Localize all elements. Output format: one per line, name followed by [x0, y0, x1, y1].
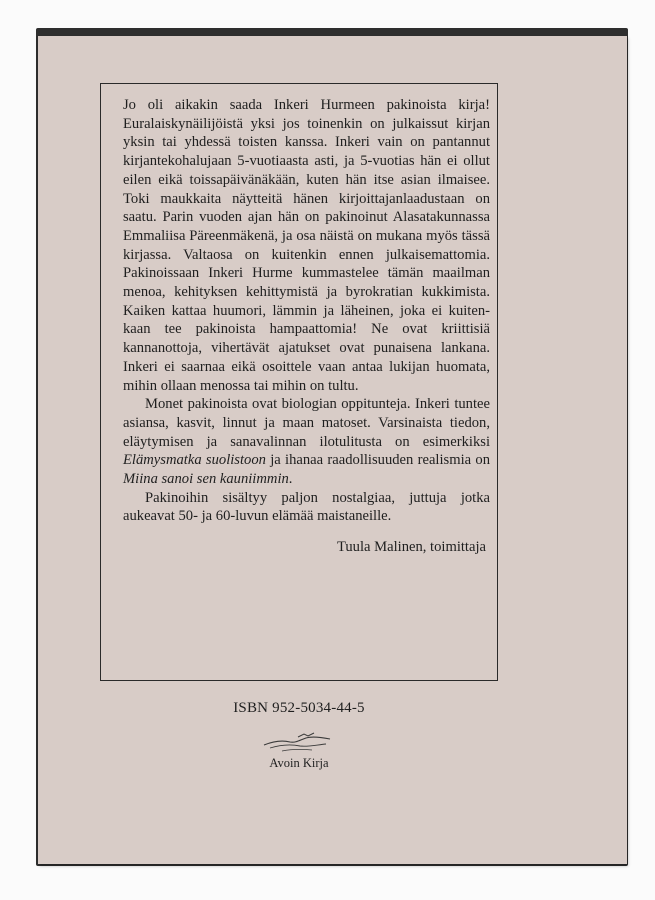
publisher-name: Avoin Kirja — [269, 756, 329, 770]
editor-signature: Tuula Malinen, toimittaja — [336, 539, 486, 556]
blurb-paragraph-3: Pakinoihin sisältyy paljon nostalgiaa, juttuja jotka aukeavat 50- ja 60-luvun elämää maistaneille. — [123, 489, 490, 525]
blurb-paragraph-2-start: Monet pakinoista ovat biologian oppitunteja. Inkeri tuntee asiansa, kasvit, linnut ja maan matoset. Varsinaista tiedon, eläytymisen ja sanavalinnan ilotulitusta on esimerkiksi — [123, 396, 490, 450]
blurb-paragraph-2 — [123, 395, 490, 489]
blurb-paragraph-2-end: . — [288, 471, 293, 488]
blurb-text — [123, 96, 490, 557]
wave-bird-logo-icon — [260, 728, 338, 754]
story-title-miina: Miina sanoi sen kauniimmin — [123, 471, 289, 488]
blurb-paragraph-1: Jo oli aikakin saada Inkeri Hurmeen pakinoista kirja! Euralaiskynäilijöistä yksi jos toinenkin on julkaissut kirjan yksin tai yhdessä toisten kanssa. Inkeri vain on pantannut kirjantekohalujaan 5-vuotiaasta asti, ja 5-vuotias hän ei ollut eilen eikä toissapäivänäkään, kuten hän itse asian ilmaisee. Toki maukkaita näytteitä hänen kirjoittajanlaadustaan on saatu. Parin vuoden ajan hän on pakinoinut Alasatakunnassa Emmaliisa Päreenmäkenä, ja osa näistä on mukana myös tässä kirjassa. Valtaosa on kuitenkin ennen julkaisemattomia. Pakinoissaan Inkeri Hurme kummastelee tämän maailman menoa, kehityksen kehittymistä ja byrokratian kukkimista. Kaiken kattaa huumori, lämmin ja läheinen, joka ei kuitenkaan tee pakinoista hampaattomia! Ne ovat kriittisiä kannanottoja, vihertävät ajatukset ovat punaisena lankana. Inkeri ei saarnaa eikä osoittele vaan antaa lukijan huomata, mihin ollaan menossa tai mihin on tultu. — [123, 97, 490, 394]
story-title-elamysmatka: Elämysmatka suolistoon — [123, 452, 266, 469]
isbn-number: ISBN 952-5034-44-5 — [233, 700, 365, 716]
blurb-paragraph-2-middle: ja ihanaa raadollisuuden realismia on — [265, 452, 490, 469]
